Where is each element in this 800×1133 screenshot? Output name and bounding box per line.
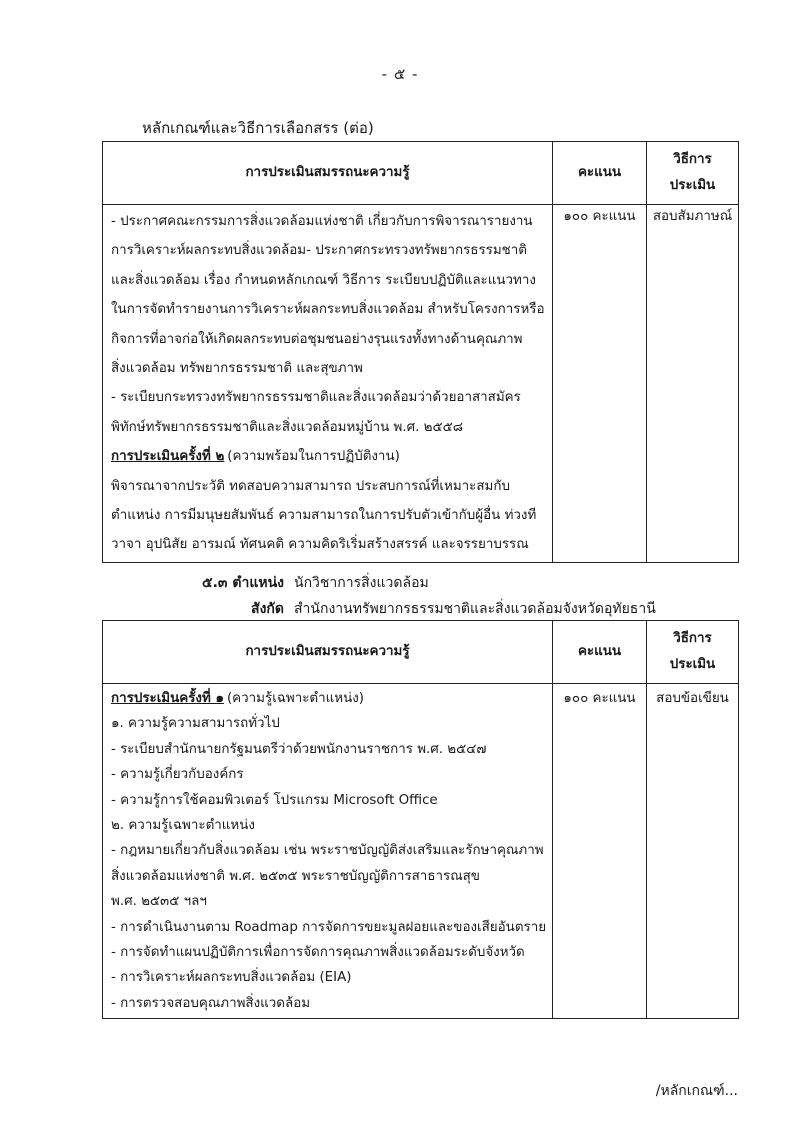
text-line: ตำแหน่ง การมีมนุษยสัมพันธ์ ความสามารถในการปรับตัวเข้ากับผู้อื่น ท่วงที xyxy=(111,507,537,523)
header-competency: การประเมินสมรรถนะความรู้ xyxy=(103,142,553,205)
method-cell: สอบสัมภาษณ์ xyxy=(647,205,739,563)
text-line: - การวิเคราะห์ผลกระทบสิ่งแวดล้อม (EIA) xyxy=(111,970,352,986)
method-value: สอบข้อเขียน xyxy=(656,691,729,706)
affiliation-label: สังกัด xyxy=(251,601,284,617)
table-row xyxy=(103,205,739,563)
header-method-line1: วิธีการ xyxy=(673,631,712,646)
round2-heading xyxy=(111,442,546,471)
text-line: พิทักษ์ทรัพยากรธรรมชาติและสิ่งแวดล้อมหมู่บ้าน พ.ศ. ๒๕๕๘ xyxy=(111,419,464,435)
header-method-line2: ประเมิน xyxy=(669,178,716,193)
round1-heading xyxy=(111,686,546,711)
text-line: ๒. ความรู้เฉพาะตำแหน่ง xyxy=(111,817,255,833)
text-line: - ระเบียบสำนักนายกรัฐมนตรีว่าด้วยพนักงานราชการ พ.ศ. ๒๕๔๗ xyxy=(111,741,487,757)
text-line: - กฎหมายเกี่ยวกับสิ่งแวดล้อม เช่น พระราชบัญญัติส่งเสริมและรักษาคุณภาพ xyxy=(111,843,544,859)
text-line: พิจารณาจากประวัติ ทดสอบความสามารถ ประสบการณ์ที่เหมาะสมกับ xyxy=(111,478,510,494)
text-line: วาจา อุปนิสัย อารมณ์ ทัศนคติ ความคิดริเริ่มสร้างสรรค์ และจรรยาบรรณ xyxy=(111,537,529,553)
affiliation-row xyxy=(156,596,656,622)
round2-title: การประเมินครั้งที่ ๒ xyxy=(111,449,225,465)
header-competency: การประเมินสมรรถนะความรู้ xyxy=(103,621,553,684)
competency-cell xyxy=(103,205,553,563)
table-header-row xyxy=(103,142,739,205)
round1-title: การประเมินครั้งที่ ๑ xyxy=(111,691,224,706)
header-method-line2: ประเมิน xyxy=(669,657,716,672)
text-line: - การจัดทำแผนปฏิบัติการเพื่อการจัดการคุณภาพสิ่งแวดล้อมระดับจังหวัด xyxy=(111,944,525,960)
text-line: ๑. ความรู้ความสามารถทั่วไป xyxy=(111,716,280,732)
text-line: - การดำเนินงานตาม Roadmap การจัดการขยะมูลฝอยและของเสียอันตราย xyxy=(111,919,546,935)
method-cell xyxy=(647,684,739,1019)
score-cell xyxy=(553,684,647,1019)
section-heading: หลักเกณฑ์และวิธีการเลือกสรร (ต่อ) xyxy=(142,119,374,137)
table-header-row xyxy=(103,621,739,684)
position-block xyxy=(156,570,656,622)
text-line: และสิ่งแวดล้อม เรื่อง กำหนดหลักเกณฑ์ วิธีการ ระเบียบปฏิบัติและแนวทาง xyxy=(111,272,536,288)
score-value: ๑๐๐ คะแนน xyxy=(563,691,636,706)
score-cell: ๑๐๐ คะแนน xyxy=(553,205,647,563)
header-score: คะแนน xyxy=(553,621,647,684)
text-line: การวิเคราะห์ผลกระทบสิ่งแวดล้อม- ประกาศกระทรวงทรัพยากรธรรมชาติ xyxy=(111,243,527,259)
header-method-line1: วิธีการ xyxy=(673,152,712,167)
round2-subtitle: (ความพร้อมในการปฏิบัติงาน) xyxy=(227,449,400,465)
competency-cell xyxy=(103,684,553,1019)
position-row xyxy=(156,570,656,596)
text-line: สิ่งแวดล้อม ทรัพยากรธรรมชาติ และสุขภาพ xyxy=(111,360,363,376)
round2-lines xyxy=(111,472,546,560)
affiliation-value: สำนักงานทรัพยากรธรรมชาติและสิ่งแวดล้อมจังหวัดอุทัยธานี xyxy=(294,601,656,617)
position-value: นักวิชาการสิ่งแวดล้อม xyxy=(294,575,429,591)
text-line: - ประกาศคณะกรรมการสิ่งแวดล้อมแห่งชาติ เกี่ยวกับการพิจารณารายงาน xyxy=(111,214,533,229)
text-line: - ความรู้การใช้คอมพิวเตอร์ โปรแกรม Microsoft Office xyxy=(111,792,438,808)
page-number: - ๕ - xyxy=(381,65,419,83)
evaluation-table-1 xyxy=(102,141,739,563)
regulation-lines xyxy=(111,207,546,442)
header-score: คะแนน xyxy=(553,142,647,205)
text-line: - ระเบียบกระทรวงทรัพยากรธรรมชาติและสิ่งแวดล้อมว่าด้วยอาสาสมัคร xyxy=(111,390,521,406)
table-row xyxy=(103,684,739,1019)
text-line: พ.ศ. ๒๕๓๕ ฯลฯ xyxy=(111,894,207,910)
round1-subtitle: (ความรู้เฉพาะตำแหน่ง) xyxy=(226,691,365,706)
text-line: ในการจัดทำรายงานการวิเคราะห์ผลกระทบสิ่งแวดล้อม สำหรับโครงการหรือ xyxy=(111,302,545,318)
header-method xyxy=(647,621,739,684)
position-label: ๕.๓ ตำแหน่ง xyxy=(202,575,284,591)
text-line: - การตรวจสอบคุณภาพสิ่งแวดล้อม xyxy=(111,995,311,1011)
text-line: - ความรู้เกี่ยวกับองค์กร xyxy=(111,767,244,783)
text-line: สิ่งแวดล้อมแห่งชาติ พ.ศ. ๒๕๓๕ พระราชบัญญัติการสาธารณสุข xyxy=(111,868,480,884)
text-line: กิจการที่อาจก่อให้เกิดผลกระทบต่อชุมชนอย่างรุนแรงทั้งทางด้านคุณภาพ xyxy=(111,331,523,347)
continuation-text: /หลักเกณฑ์... xyxy=(655,1083,738,1099)
evaluation-table-2 xyxy=(102,620,739,1019)
knowledge-lines xyxy=(111,711,546,1016)
header-method xyxy=(647,142,739,205)
